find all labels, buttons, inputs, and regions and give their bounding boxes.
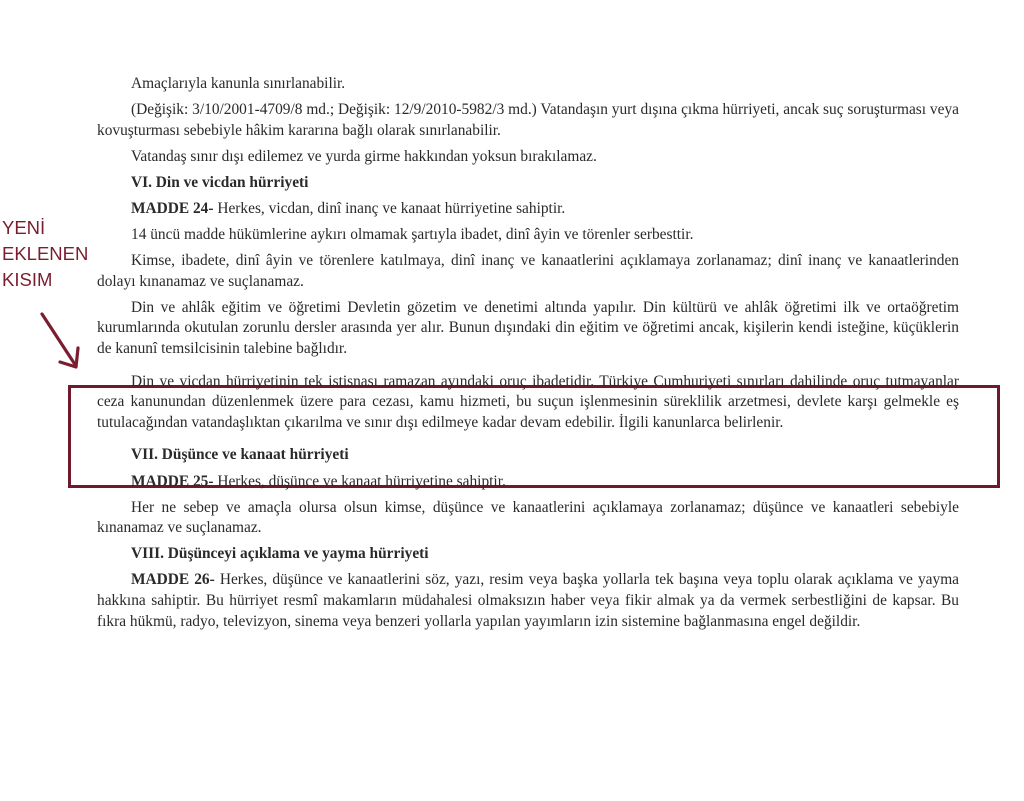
article-paragraph [97, 570, 959, 632]
paragraph: Kimse, ibadete, dinî âyin ve törenlere katılmaya, dinî inanç ve kanaatlerini açıklamaya zorlanamaz; dinî inanç ve kanaatlerinden dolayı kınanamaz ve suçlanamaz. [97, 252, 959, 290]
paragraph: Her ne sebep ve amaçla olursa olsun kimse, düşünce ve kanaatlerini açıklamaya zorlanamaz; düşünce ve kanaatleri sebebiyle kınanamaz ve suçlanamaz. [97, 498, 959, 537]
paragraph: (Değişik: 3/10/2001-4709/8 md.; Değişik: 12/9/2010-5982/3 md.) Vatandaşın yurt dışına çıkma hürriyeti, ancak suç soruşturması veya kovuşturması sebebiyle hâkim kararına bağlı olarak sınırlanabilir. [97, 101, 959, 139]
section-heading: VIII. Düşünceyi açıklama ve yayma hürriyeti [131, 545, 429, 563]
article-label: MADDE 25- [131, 472, 214, 490]
article-text: Herkes, düşünce ve kanaat hürriyetine sahiptir. [213, 472, 506, 490]
article-label: MADDE 24- [131, 199, 214, 217]
article-paragraph [97, 472, 959, 493]
constitution-text [97, 74, 959, 638]
annotation-label-line: YENİ [2, 217, 46, 238]
paragraph: Din ve ahlâk eğitim ve öğretimi Devletin gözetim ve denetimi altında yapılır. Din kültürü ve ahlâk öğretimi ilk ve ortaöğretim kurumlarında okutulan zorunlu dersler arasında yer alır. Bunun dışındaki din eğitim ve öğretimi ancak, kişilerin kendi isteğine, küçüklerin de kanunî temsilcisinin talebine bağlıdır. [97, 298, 959, 358]
annotation-label-line: KISIM [2, 269, 53, 290]
down-right-arrow-icon [36, 310, 86, 374]
annotation-label [2, 215, 88, 293]
article-text: Herkes, vicdan, dinî inanç ve kanaat hürriyetine sahiptir. [213, 199, 566, 217]
annotation-label-line: EKLENEN [2, 243, 89, 264]
article-label: MADDE 26- [131, 571, 215, 589]
article-text: Herkes, düşünce ve kanaatlerini söz, yazı, resim veya başka yollarla tek başına veya toplu olarak açıklama ve yayma hakkına sahiptir. Bu hürriyet resmî makamların müdahalesi olmaksızın haber veya fikir almak ya da vermek serbestliğini de kapsar. Bu fıkra hükmü, radyo, televizyon, sinema veya benzeri yollarla yapılan yayımların izin sistemine bağlanmasına engel değildir. [97, 571, 959, 630]
section-heading: VII. Düşünce ve kanaat hürriyeti [131, 446, 349, 464]
added-paragraph: Din ve vicdan hürriyetinin tek istisnası ramazan ayındaki oruç ibadetidir. Türkiye Cumhuriyeti sınırları dahilinde oruç tutmayanlar ceza kanunundan düzenlenmek üzere para cezası, kamu hizmeti, bu suçun işlenmesinin süreklilik arzetmesi, devlete karşı gelmekle eş tutulacağından vatandaşlıktan çıkarılma ve sınır dışı edilmeye kadar devam edebilir. İlgili kanunlarca belirlenir. [97, 372, 959, 431]
section-heading: VI. Din ve vicdan hürriyeti [131, 173, 309, 191]
paragraph: Vatandaş sınır dışı edilemez ve yurda girme hakkından yoksun bırakılamaz. [131, 147, 597, 165]
article-paragraph [97, 199, 959, 220]
paragraph: Amaçlarıyla kanunla sınırlanabilir. [131, 75, 346, 92]
paragraph: 14 üncü madde hükümlerine aykırı olmamak şartıyla ibadet, dinî âyin ve törenler serbesttir. [131, 226, 694, 244]
